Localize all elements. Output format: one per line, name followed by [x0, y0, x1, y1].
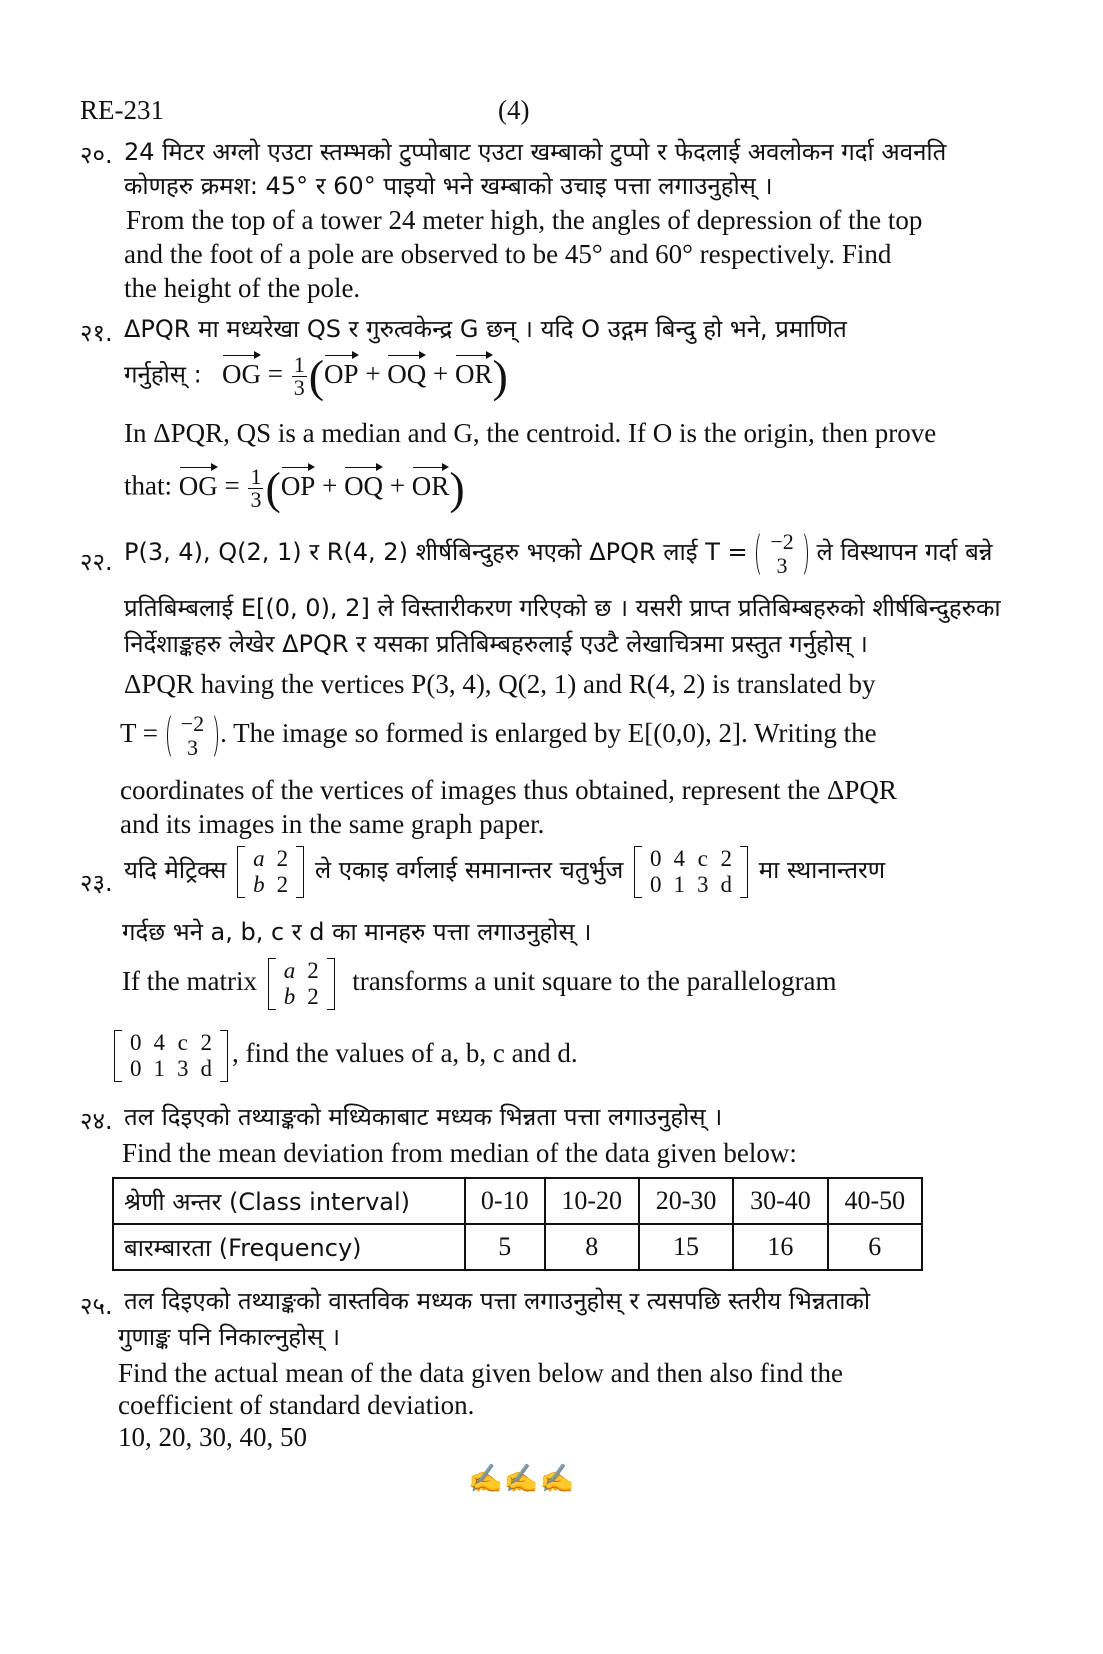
q21-nepali-line-1: ΔPQR मा मध्यरेखा QS र गुरुत्वकेन्द्र G छन् । यदि O उद्गम बिन्दु हो भने, प्रमाणित: [124, 315, 847, 343]
q22-english-line-3: coordinates of the vertices of images thus obtained, represent the ΔPQR: [120, 775, 897, 805]
q23-nepali-line-1: यदि मेट्रिक्स a 2 b 2 ले एकाइ वर्गलाई समानान्तर चतुर्भुज 0 4 c 2 0 1 3 d मा स्थानान्तरण: [124, 846, 886, 897]
table-cell: 15: [639, 1224, 733, 1270]
table-cell: 20-30: [639, 1178, 733, 1224]
q23-english-line-2: 0 4 c 2 0 1 3 d , find the values of a, b, c and d.: [110, 1030, 578, 1082]
q22-nepali-line-1: P(3, 4), Q(2, 1) र R(4, 2) शीर्षबिन्दुहरु भएको ΔPQR लाई T = −2 3 ले विस्थापन गर्दा बन्ने: [124, 529, 993, 578]
table-row: [113, 1178, 922, 1224]
q21-english-formula: that: OG = $\frac{1}{3}$ (OP + OQ + OR): [124, 462, 465, 514]
q25-data-values: 10, 20, 30, 40, 50: [118, 1422, 307, 1452]
q20-english-line-1: From the top of a tower 24 meter high, the angles of depression of the top: [126, 205, 923, 235]
vector-oq: OQ: [344, 470, 384, 501]
q20-nepali-line-1: 24 मिटर अग्लो एउटा स्तम्भको टुप्पोबाट एउटा खम्बाको टुप्पो र फेदलाई अवलोकन गर्दा अवनति: [124, 138, 947, 166]
fraction: $\frac{1}{3}$: [293, 352, 305, 400]
q25-nepali-line-2: गुणाङ्क पनि निकाल्नुहोस् ।: [118, 1323, 341, 1351]
vector-og: OG: [221, 358, 261, 389]
q22-english-line-4: and its images in the same graph paper.: [120, 809, 545, 839]
vector-or: OR: [411, 470, 450, 501]
matrix-parallelogram: 0 4 c 2 0 1 3 d: [634, 846, 748, 898]
q25-english-line-1: Find the actual mean of the data given below and then also find the: [118, 1358, 844, 1388]
exam-code: RE-231: [80, 95, 164, 125]
translation-vector: −2 3: [756, 530, 807, 578]
q20-english-line-3: the height of the pole.: [124, 273, 361, 303]
vector-op: OP: [280, 470, 316, 501]
q22-english-line-2: T = −2 3 . The image so formed is enlarged by E[(0,0), 2]. Writing the: [120, 711, 877, 760]
matrix-parallelogram: 0 4 c 2 0 1 3 d: [114, 1030, 228, 1082]
question-number: २१.: [80, 319, 113, 347]
question-number: २५.: [80, 1292, 113, 1320]
q21-prove-label: गर्नुहोस् :: [124, 360, 202, 389]
table-cell: 40-50: [828, 1178, 922, 1224]
question-number: २३.: [80, 869, 113, 897]
table-cell: 16: [733, 1224, 827, 1270]
vector-oq: OQ: [387, 358, 427, 389]
table-cell: 8: [545, 1224, 639, 1270]
table-cell: 0-10: [465, 1178, 545, 1224]
end-mark: ✍✍✍: [468, 1464, 576, 1495]
table-cell: 30-40: [733, 1178, 827, 1224]
q21-nepali-formula: गर्नुहोस् : OG = $\frac{1}{3}$ (OP + OQ + OR): [124, 350, 508, 402]
q23-nepali-line-2: गर्दछ भने a, b, c र d का मानहरु पत्ता लगाउनुहोस् ।: [122, 918, 592, 946]
q25-english-line-2: coefficient of standard deviation.: [118, 1390, 475, 1420]
q20-english-line-2: and the foot of a pole are observed to be 45° and 60° respectively. Find: [124, 239, 892, 269]
q23-english-line-1: If the matrix a 2 b 2 transforms a unit square to the parallelogram: [122, 958, 837, 1009]
matrix-abcd: a 2 b 2: [268, 958, 335, 1010]
vector-op: OP: [324, 358, 359, 389]
table-row-label: बारम्बारता (Frequency): [113, 1224, 465, 1270]
matrix-abcd: a 2 b 2: [237, 846, 304, 898]
question-number: २०.: [80, 141, 113, 169]
table-row: [113, 1224, 922, 1270]
q25-nepali-line-1: तल दिइएको तथ्याङ्कको वास्तविक मध्यक पत्ता लगाउनुहोस् र त्यसपछि स्तरीय भिन्नताको: [124, 1287, 871, 1315]
table-cell: 10-20: [545, 1178, 639, 1224]
q20-nepali-line-2: कोणहरु क्रमश: 45° र 60° पाइयो भने खम्बाको उचाइ पत्ता लगाउनुहोस् ।: [124, 172, 773, 200]
question-number: २४.: [80, 1107, 113, 1135]
q22-english-line-1: ΔPQR having the vertices P(3, 4), Q(2, 1) and R(4, 2) is translated by: [124, 669, 876, 699]
translation-vector: −2 3: [167, 712, 218, 760]
vector-or: OR: [455, 358, 493, 389]
page-number: (4): [498, 95, 530, 125]
q21-that-label: that:: [124, 470, 172, 501]
q21-english-line-1: In ΔPQR, QS is a median and G, the centroid. If O is the origin, then prove: [124, 418, 937, 448]
q24-english-line-1: Find the mean deviation from median of the data given below:: [122, 1138, 797, 1168]
fraction: $\frac{1}{3}$: [250, 464, 262, 512]
q22-nepali-line-3: निर्देशाङ्कहरु लेखेर ΔPQR र यसका प्रतिबिम्बहरुलाई एउटै लेखाचित्रमा प्रस्तुत गर्नुहोस् ।: [124, 630, 868, 658]
q24-nepali-line-1: तल दिइएको तथ्याङ्कको मध्यिकाबाट मध्यक भिन्नता पत्ता लगाउनुहोस् ।: [124, 1103, 723, 1131]
question-number: २२.: [80, 548, 113, 576]
table-cell: 5: [465, 1224, 545, 1270]
table-cell: 6: [828, 1224, 922, 1270]
q22-nepali-line-2: प्रतिबिम्बलाई E[(0, 0), 2] ले विस्तारीकरण गरिएको छ । यसरी प्राप्त प्रतिबिम्बहरुको शीर्षबिन्दुहरुका: [124, 594, 1001, 622]
vector-og: OG: [178, 470, 218, 501]
frequency-table: [112, 1177, 923, 1271]
table-row-label: श्रेणी अन्तर (Class interval): [113, 1178, 465, 1224]
